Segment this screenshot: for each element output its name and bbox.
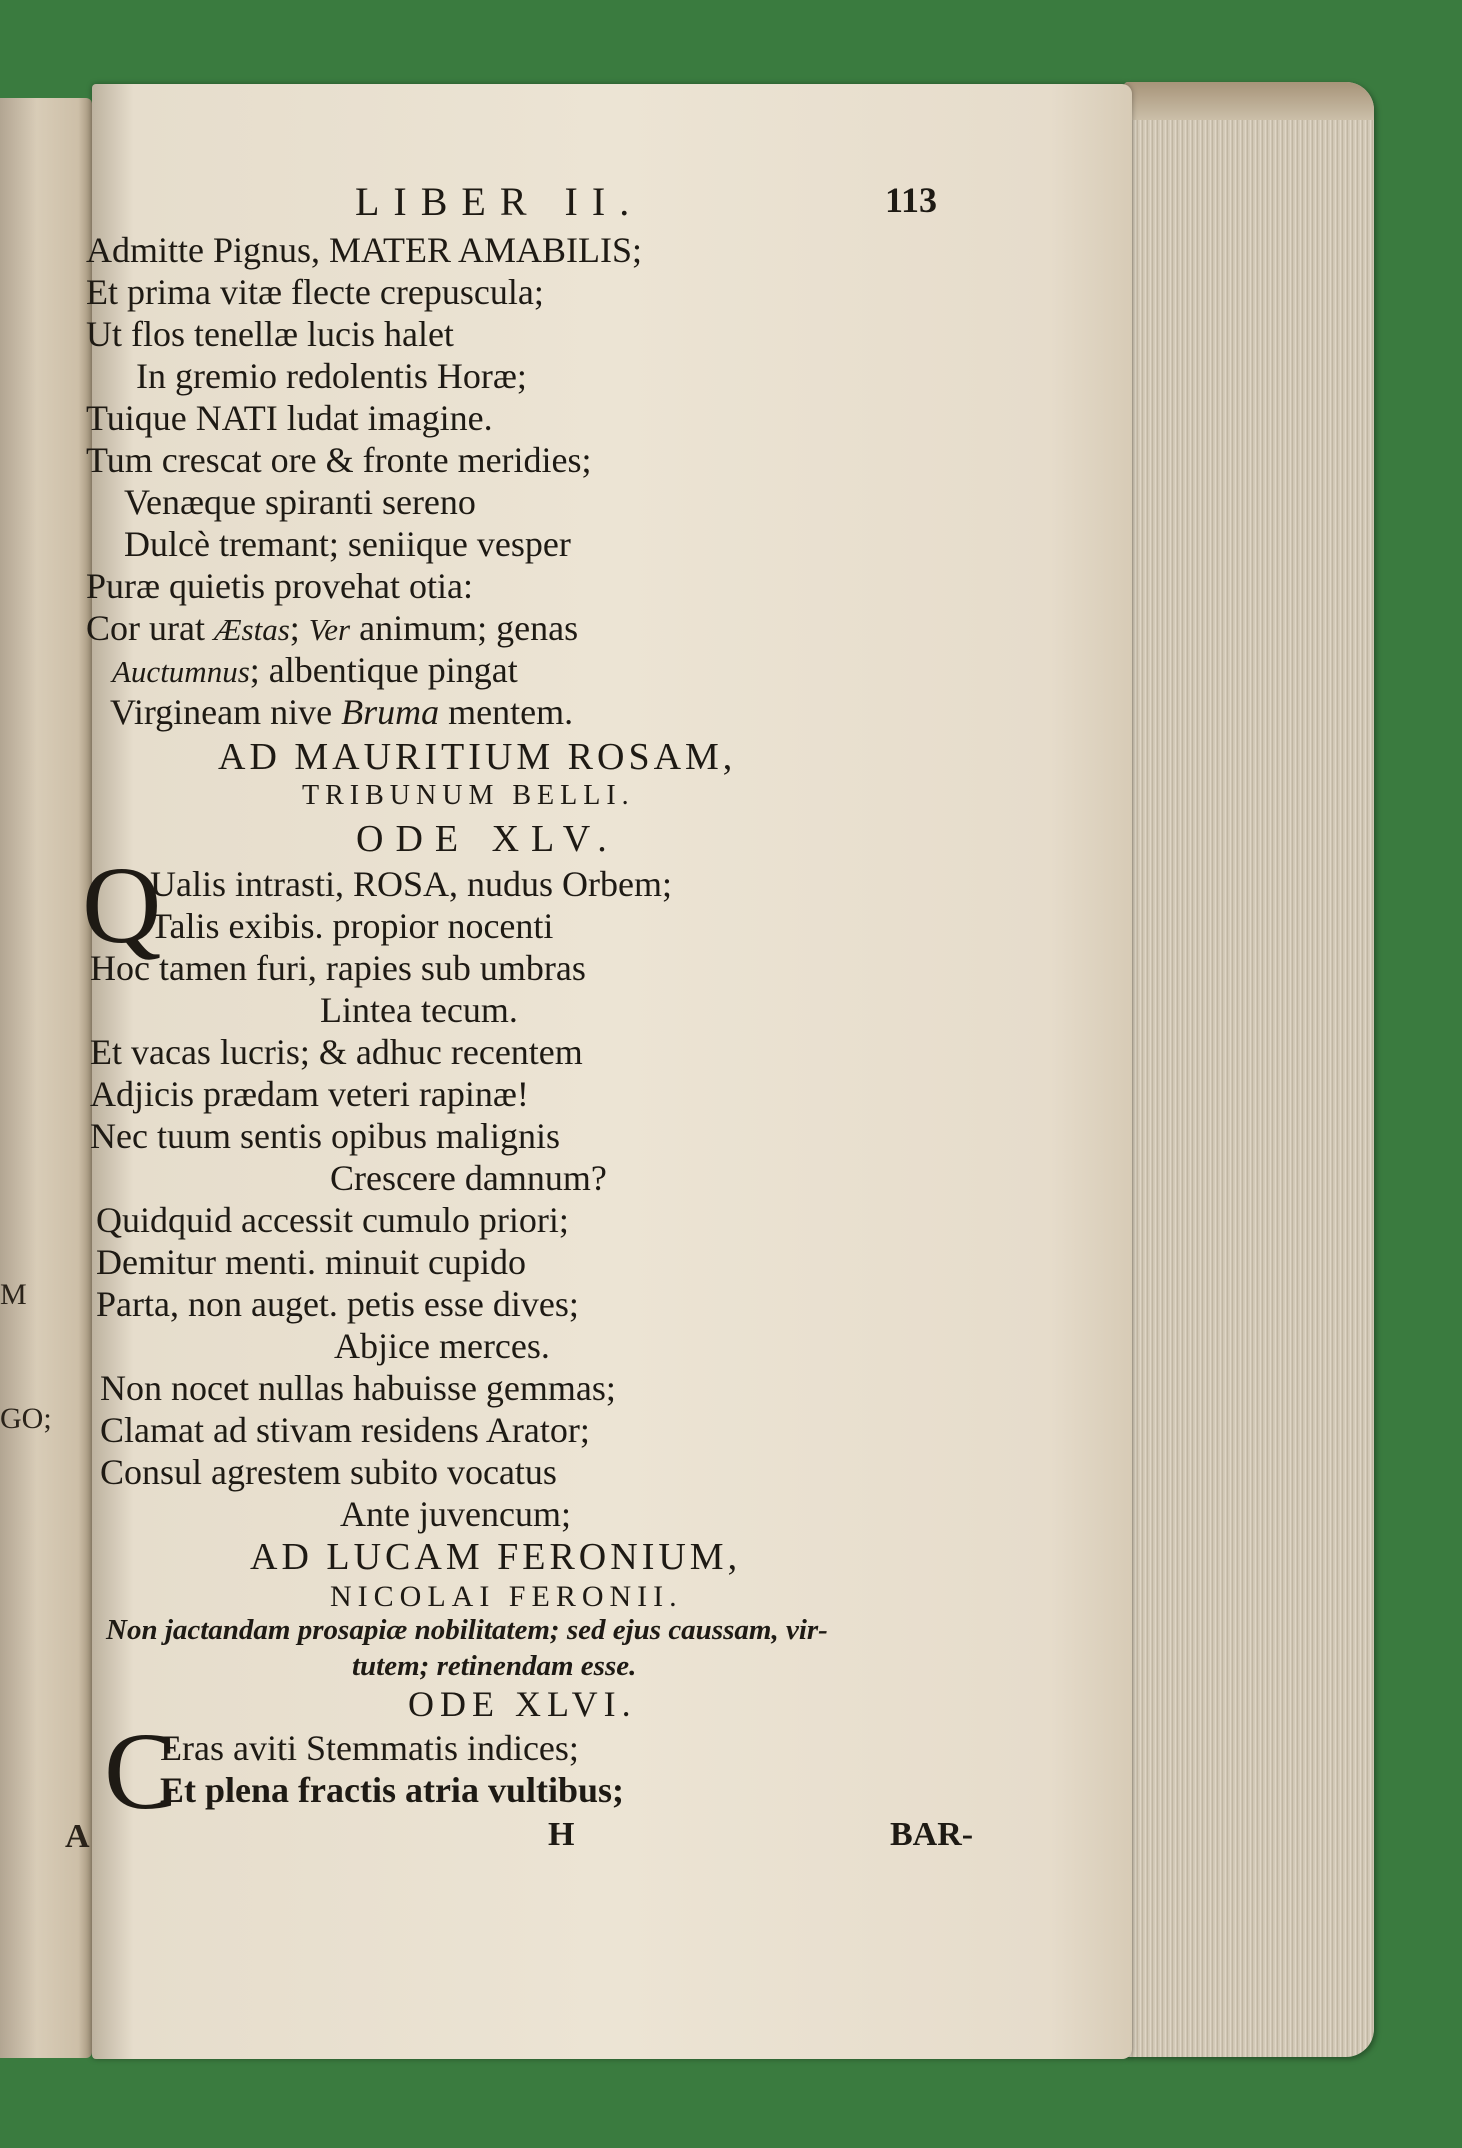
ode46-title: ODE XLVI. — [408, 1684, 637, 1724]
left-page-fragment-m: M — [0, 1278, 27, 1311]
page-edges-top — [1124, 82, 1374, 120]
verse-line: Ante juvencum; — [340, 1494, 571, 1534]
ode46-argument-line1: Non jactandam prosapiæ nobilitatem; sed ejus caussam, vir- — [106, 1614, 828, 1646]
verse-line: Crescere damnum? — [330, 1158, 607, 1198]
verse-line: Eras aviti Stemmatis indices; — [160, 1728, 579, 1768]
verse-line: Parta, non auget. petis esse dives; — [96, 1284, 579, 1324]
verse-italic: Bruma — [341, 692, 440, 732]
verse-text: Virgineam nive — [110, 692, 342, 732]
left-page — [0, 98, 92, 2058]
verse-line: Adjicis prædam veteri rapinæ! — [90, 1074, 529, 1114]
catchword: BAR- — [890, 1816, 974, 1853]
ode45-subtitle: TRIBUNUM BELLI. — [302, 780, 635, 811]
verse-line: Hoc tamen furi, rapies sub umbras — [90, 948, 586, 988]
page-number: 113 — [885, 180, 938, 220]
verse-line: Abjice merces. — [334, 1326, 550, 1366]
ode45-dedication: AD MAURITIUM ROSAM, — [218, 736, 737, 778]
verse-text: ; — [289, 608, 309, 648]
verse-line: Ualis intrasti, ROSA, nudus Orbem; — [150, 864, 672, 904]
verse-text: mentem. — [439, 692, 574, 732]
drop-cap-q: Q — [82, 844, 162, 966]
verse-italic: Ver — [308, 612, 351, 647]
verse-line: Et plena fractis atria vultibus; — [160, 1770, 624, 1810]
verse-line: Nec tuum sentis opibus malignis — [90, 1116, 560, 1156]
ode46-argument-line2: tutem; retinendam esse. — [352, 1650, 637, 1682]
verse-line: Tuique NATI ludat imagine. — [86, 398, 493, 438]
drop-cap-c: C — [104, 1710, 178, 1832]
verse-line: Non nocet nullas habuisse gemmas; — [100, 1368, 616, 1408]
running-title: LIBER II. — [355, 179, 644, 224]
left-page-fragment-go: GO; — [0, 1402, 52, 1435]
verse-line: Quidquid accessit cumulo priori; — [96, 1200, 569, 1240]
left-page-fragment-a: A — [65, 1818, 90, 1855]
verse-text: Cor urat — [86, 608, 205, 648]
signature-mark: H — [548, 1816, 575, 1853]
verse-italic: Æstas — [213, 612, 290, 647]
verse-line: Admitte Pignus, MATER AMABILIS; — [86, 230, 643, 270]
verse-line: In gremio redolentis Horæ; — [136, 356, 527, 396]
verse-text: animum; genas — [350, 608, 579, 648]
page-edges — [1124, 82, 1374, 2057]
verse-line: Puræ quietis provehat otia: — [86, 566, 473, 606]
verse-line: Dulcè tremant; seniique vesper — [124, 524, 571, 564]
verse-line: Consul agrestem subito vocatus — [100, 1452, 557, 1492]
verse-line: Tum crescat ore & fronte meridies; — [86, 440, 592, 480]
verse-line: Clamat ad stivam residens Arator; — [100, 1410, 590, 1450]
ode46-subtitle: NICOLAI FERONII. — [330, 1580, 683, 1613]
verse-italic: Auctumnus — [112, 654, 250, 689]
verse-line: Et vacas lucris; & adhuc recentem — [90, 1032, 583, 1072]
ode45-title: ODE XLV. — [356, 818, 619, 860]
verse-line: Demitur menti. minuit cupido — [96, 1242, 526, 1282]
verse-text: ; albentique pingat — [249, 650, 518, 690]
verse-line-cor — [86, 610, 578, 646]
verse-line: Talis exibis. propior nocenti — [150, 906, 554, 946]
verse-line: Lintea tecum. — [320, 990, 518, 1030]
verse-line-auctumnus — [112, 652, 518, 688]
verse-line: Et prima vitæ flecte crepuscula; — [86, 272, 544, 312]
ode46-dedication: AD LUCAM FERONIUM, — [250, 1536, 742, 1578]
verse-line-virgineam — [110, 694, 573, 730]
verse-line: Ut flos tenellæ lucis halet — [86, 314, 454, 354]
verse-line: Venæque spiranti sereno — [124, 482, 476, 522]
